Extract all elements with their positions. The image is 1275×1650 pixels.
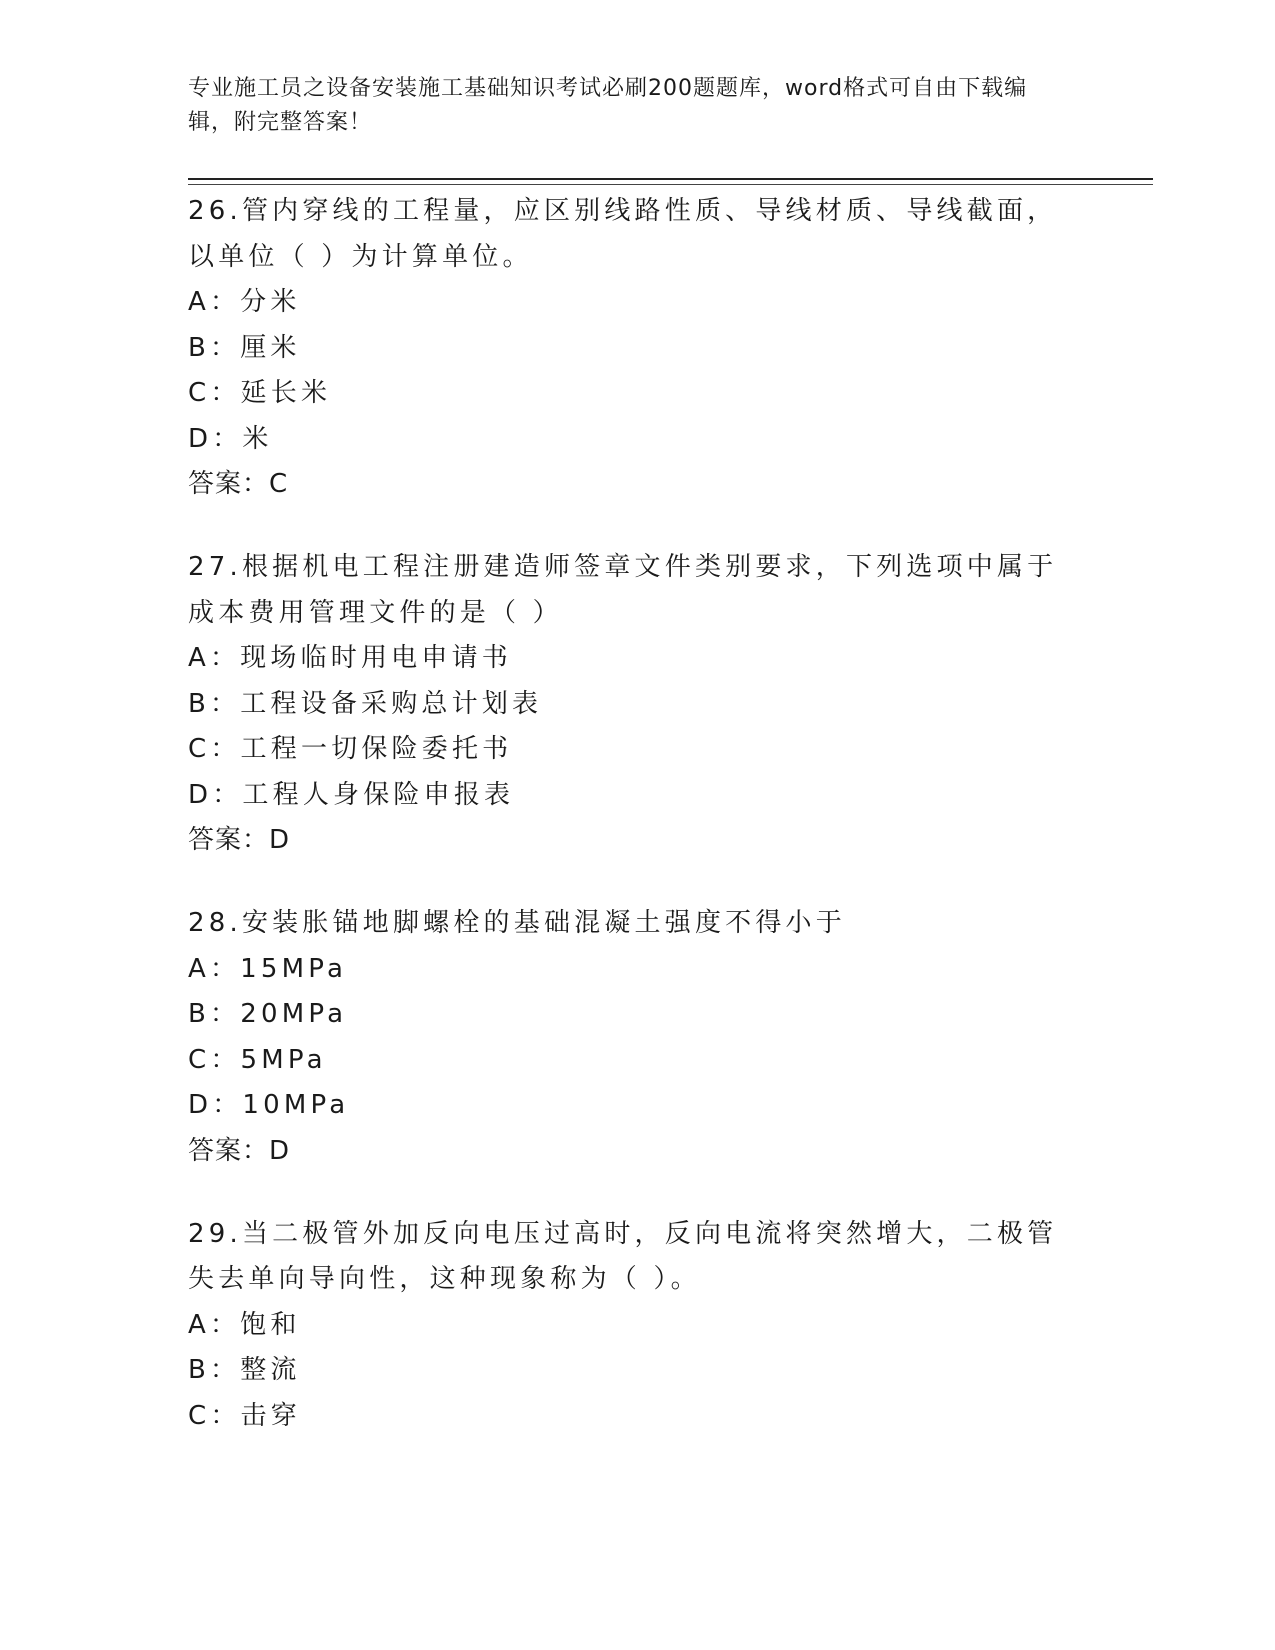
question-29 (188, 1212, 1088, 1440)
question-text: 27.根据机电工程注册建造师签章文件类别要求，下列选项中属于成本费用管理文件的是（ ） (188, 552, 1058, 628)
option-b: B：20MPa (188, 999, 348, 1029)
option-a: A：15MPa (188, 953, 348, 984)
answer-text: 答案：D (188, 1135, 291, 1166)
question-26 (188, 189, 1088, 507)
header-divider-thick (188, 178, 1153, 180)
option-d: D：工程人身保险申报表 (188, 779, 515, 810)
option-d: D：10MPa (188, 1090, 350, 1120)
option-a: A：分米 (188, 287, 301, 317)
option-a: A：饱和 (188, 1309, 301, 1340)
question-27 (188, 545, 1088, 863)
option-c: C：延长米 (188, 378, 332, 408)
question-text: 28.安装胀锚地脚螺栓的基础混凝土强度不得小于 (188, 908, 846, 938)
option-b: B：整流 (188, 1355, 301, 1385)
question-text: 26.管内穿线的工程量，应区别线路性质、导线材质、导线截面，以单位（ ）为计算单位。 (188, 196, 1058, 272)
answer-text: 答案：D (188, 825, 291, 855)
question-28 (188, 901, 1088, 1174)
option-d: D：米 (188, 423, 273, 454)
option-a: A：现场临时用电申请书 (188, 643, 512, 673)
document-header: 专业施工员之设备安装施工基础知识考试必刷200题题库，word格式可自由下载编辑，附完整答案！ (188, 76, 1028, 135)
header-divider-thin (188, 184, 1153, 185)
option-b: B：工程设备采购总计划表 (188, 688, 543, 719)
question-list (188, 189, 1088, 1477)
answer-text: 答案：C (188, 469, 289, 499)
question-text: 29.当二极管外加反向电压过高时，反向电流将突然增大，二极管失去单向导向性，这种现象称为（ ）。 (188, 1218, 1058, 1294)
option-b: B：厘米 (188, 332, 301, 363)
option-c: C：击穿 (188, 1400, 301, 1431)
option-c: C：5MPa (188, 1044, 327, 1075)
option-c: C：工程一切保险委托书 (188, 734, 513, 764)
